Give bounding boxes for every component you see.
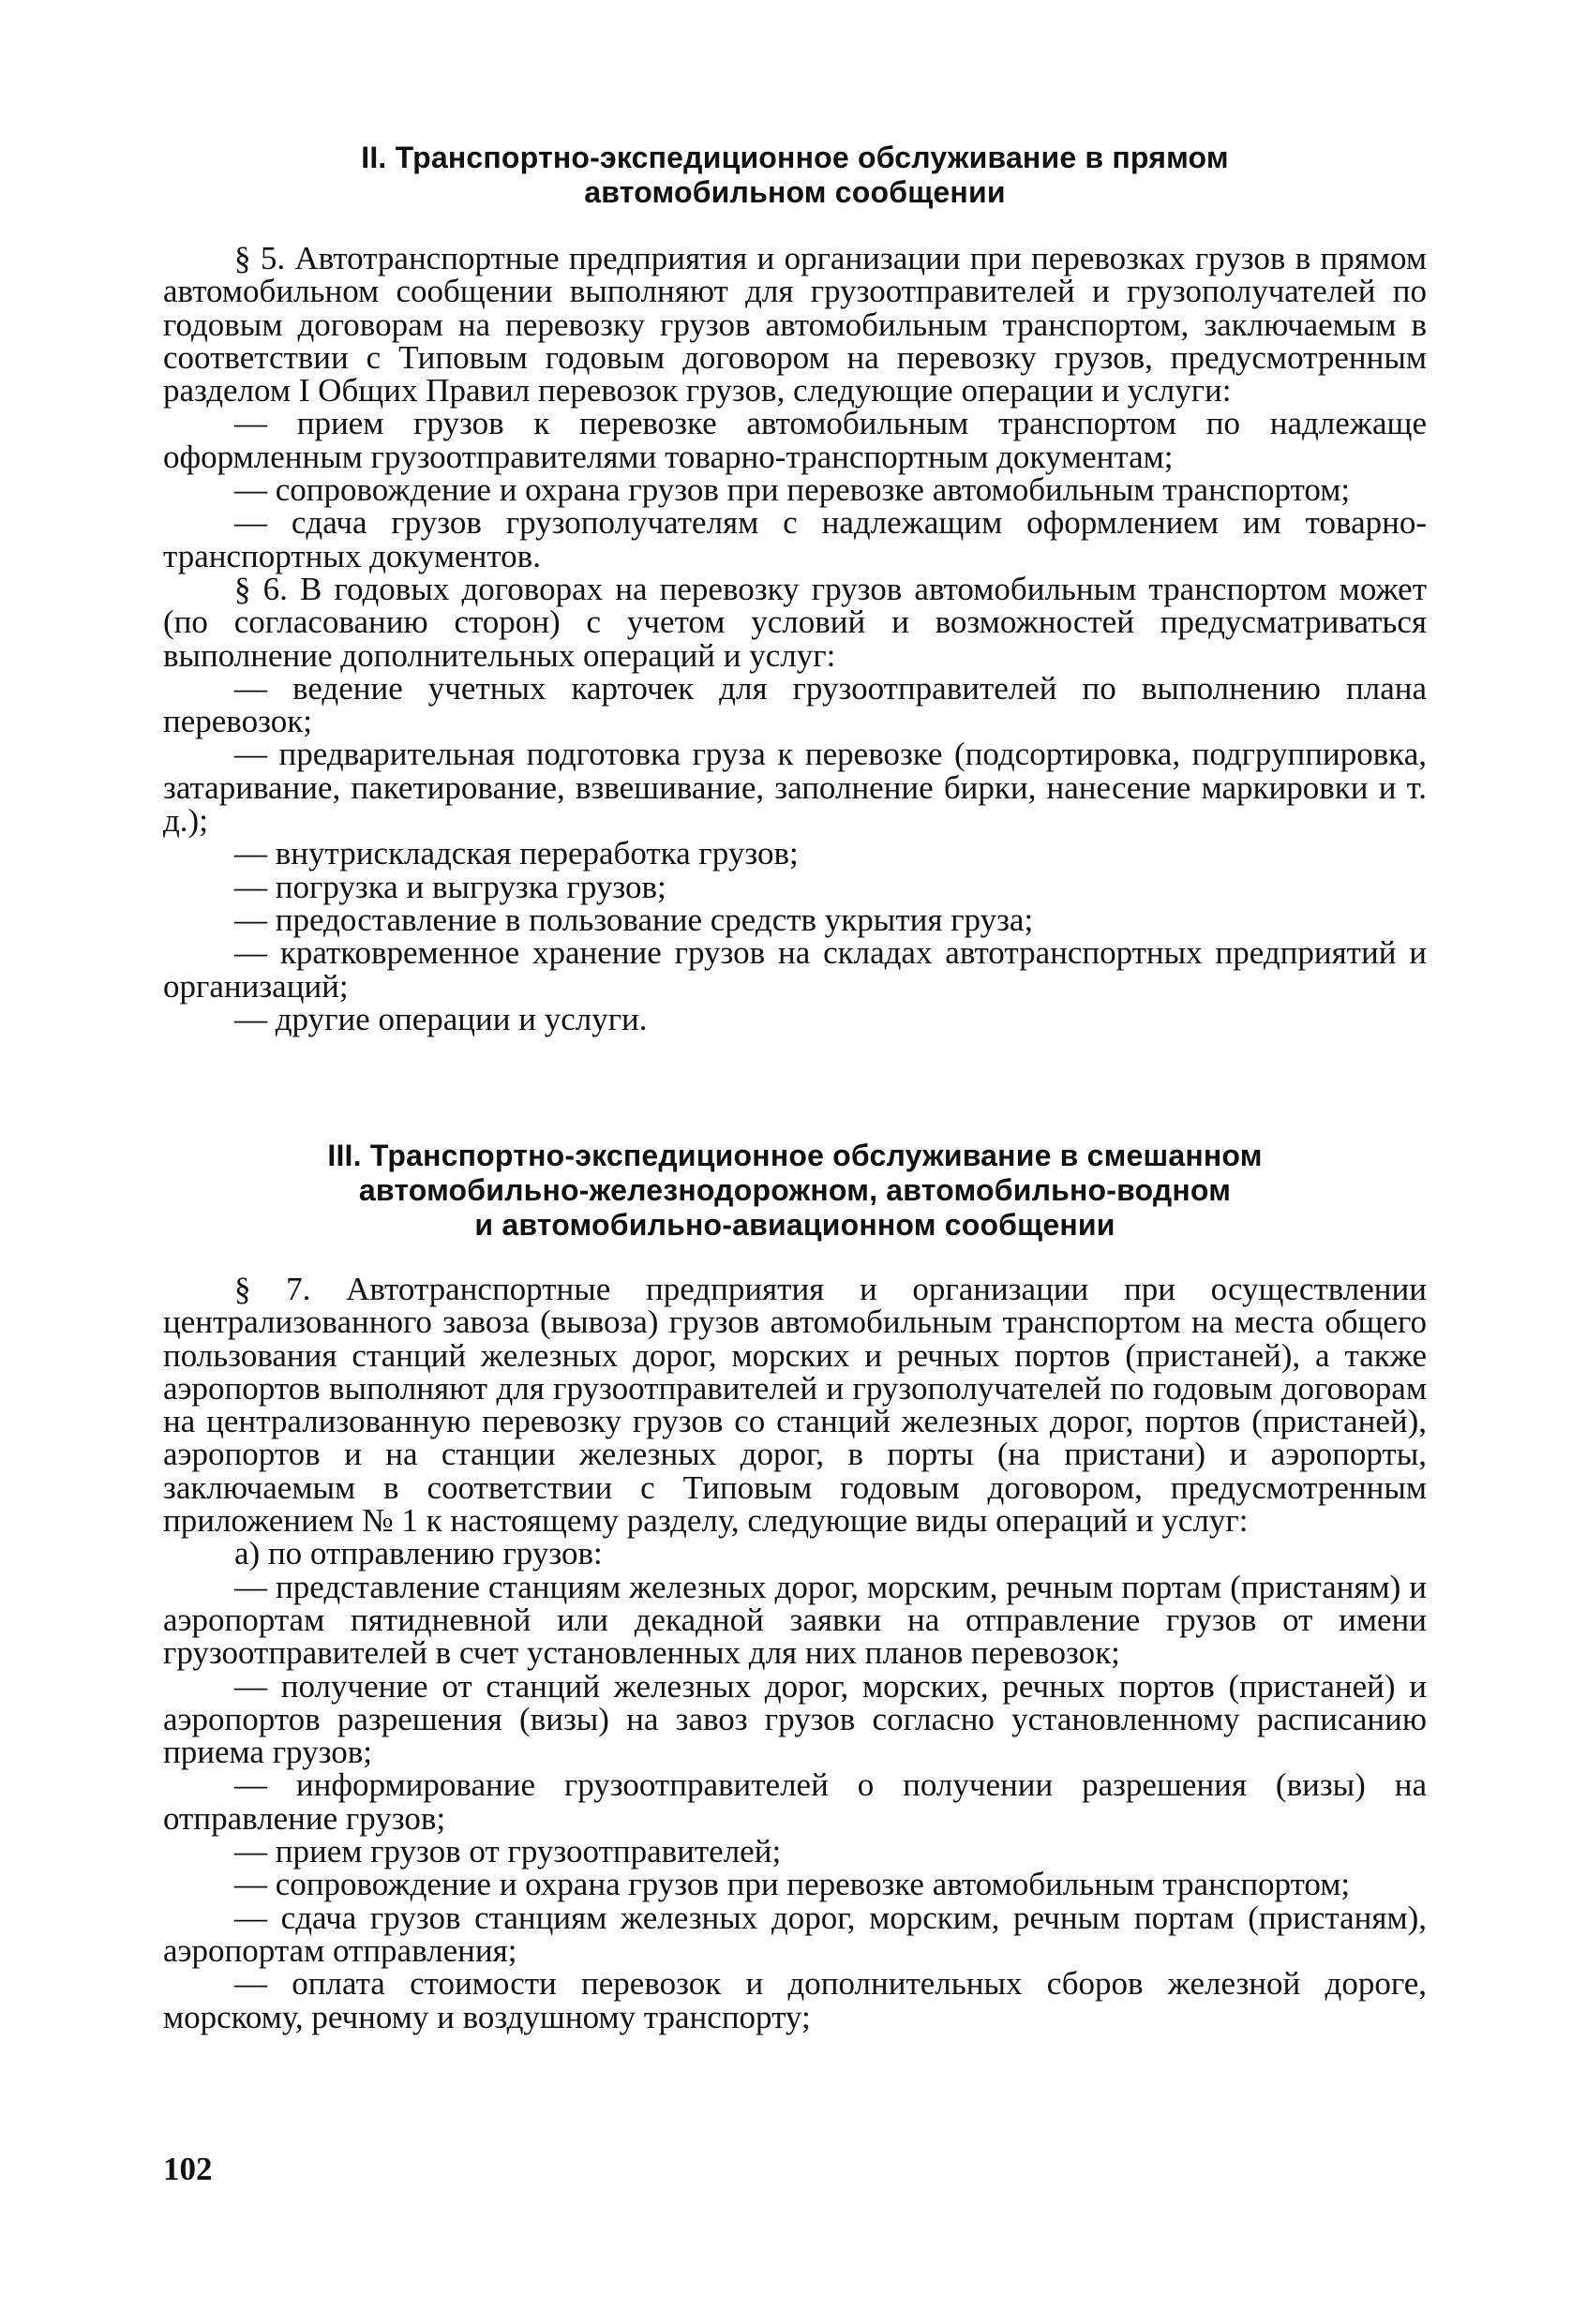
list-item: — сдача грузов грузополучателям с надлежащим оформлением им товарно-транспортных документов. — [163, 504, 1427, 574]
subsection-label: а) по отправлению грузов: — [234, 1535, 603, 1572]
list-item: — прием грузов к перевозке автомобильным транспортом по надлежаще оформленным грузоотправителями товарно-транспортным документам; — [163, 405, 1427, 475]
list-item: — сдача грузов станциям железных дорог, морским, речным портам (пристаням), аэропортам отправления; — [163, 1899, 1427, 1969]
list-item: — предварительная подготовка груза к перевозке (подсортировка, подгруппировка, затаривание, пакетирование, взвешивание, заполнение бирки, нанесение маркировки и т. д.); — [163, 736, 1427, 840]
list-item: — другие операции и услуги. — [234, 1000, 648, 1037]
list-item: — сопровождение и охрана грузов при перевозке автомобильным транспортом; — [234, 471, 1351, 509]
page-number: 102 — [163, 2151, 213, 2187]
list-item: — представление станциям железных дорог, морским, речным портам (пристаням) и аэропортам пятидневной или декадной заявки на отправление грузов от имени грузоотправителей в счет установленных для них планов перевозок; — [163, 1568, 1427, 1672]
list-item: — предоставление в пользование средств укрытия груза; — [234, 901, 1034, 938]
list-item: — получение от станций железных дорог, морских, речных портов (пристаней) и аэропортов разрешения (визы) на завоз грузов согласно установленному расписанию приема грузов; — [163, 1667, 1427, 1771]
list-item: — погрузка и выгрузка грузов; — [234, 868, 666, 905]
list-item: — внутрискладская переработка грузов; — [234, 835, 799, 872]
list-item: — ведение учетных карточек для грузоотправителей по выполнению плана перевозок; — [163, 669, 1427, 740]
section-2-body — [163, 242, 1427, 1035]
section-3-body — [163, 1273, 1427, 2034]
paragraph-7: § 7. Автотранспортные предприятия и организации при осуществлении централизованного завоза (вывоза) грузов автомобильным транспортом на места общего пользования станций железных дорог, морских и речных портов (пристаней), а также аэропортов выполняют для грузоотправителей и грузополучателей по годовым договорам на централизованную перевозку грузов со станций железных дорог, портов (пристаней), аэропортов и на станции железных дорог, в порты (на пристани) и аэропорты, заключаемым в соответствии с Типовым годовым договором, предусмотренным приложением № 1 к настоящему разделу, следующие виды операций и услуг: — [163, 1271, 1427, 1540]
list-item: — прием грузов от грузоотправителей; — [234, 1833, 782, 1870]
list-item: — оплата стоимости перевозок и дополнительных сборов железной дороге, морскому, речному и воздушному транспорту; — [163, 1965, 1427, 2035]
section-2-heading-line-2: автомобильном сообщении — [584, 175, 1006, 209]
section-3-heading-line-2: автомобильно-железнодорожном, автомобильно-водном — [358, 1173, 1232, 1207]
section-3-heading-line-3: и автомобильно-авиационном сообщении — [474, 1208, 1115, 1242]
list-item: — сопровождение и охрана грузов при перевозке автомобильным транспортом; — [234, 1866, 1351, 1903]
list-item: — кратковременное хранение грузов на складах автотранспортных предприятий и организаций; — [163, 934, 1427, 1005]
section-2-heading-line-1: II. Транспортно-экспедиционное обслуживание в прямом — [361, 141, 1229, 174]
list-item: — информирование грузоотправителей о получении разрешения (визы) на отправление грузов; — [163, 1766, 1427, 1837]
paragraph-6: § 6. В годовых договорах на перевозку грузов автомобильным транспортом может (по согласованию сторон) с учетом условий и возможностей предусматриваться выполнение дополнительных операций и услуг: — [163, 570, 1427, 674]
section-3-heading — [163, 1139, 1427, 1243]
section-2-heading — [163, 141, 1427, 210]
paragraph-5: § 5. Автотранспортные предприятия и организации при перевозках грузов в прямом автомобильном сообщении выполняют для грузоотправителей и грузополучателей по годовым договорам на перевозку грузов автомобильным транспортом, заключаемым в соответствии с Типовым годовым договором на перевозку грузов, предусмотренным разделом I Общих Правил перевозок грузов, следующие операции и услуги: — [163, 240, 1427, 410]
section-3-heading-line-1: III. Транспортно-экспедиционное обслуживание в смешанном — [327, 1139, 1263, 1172]
